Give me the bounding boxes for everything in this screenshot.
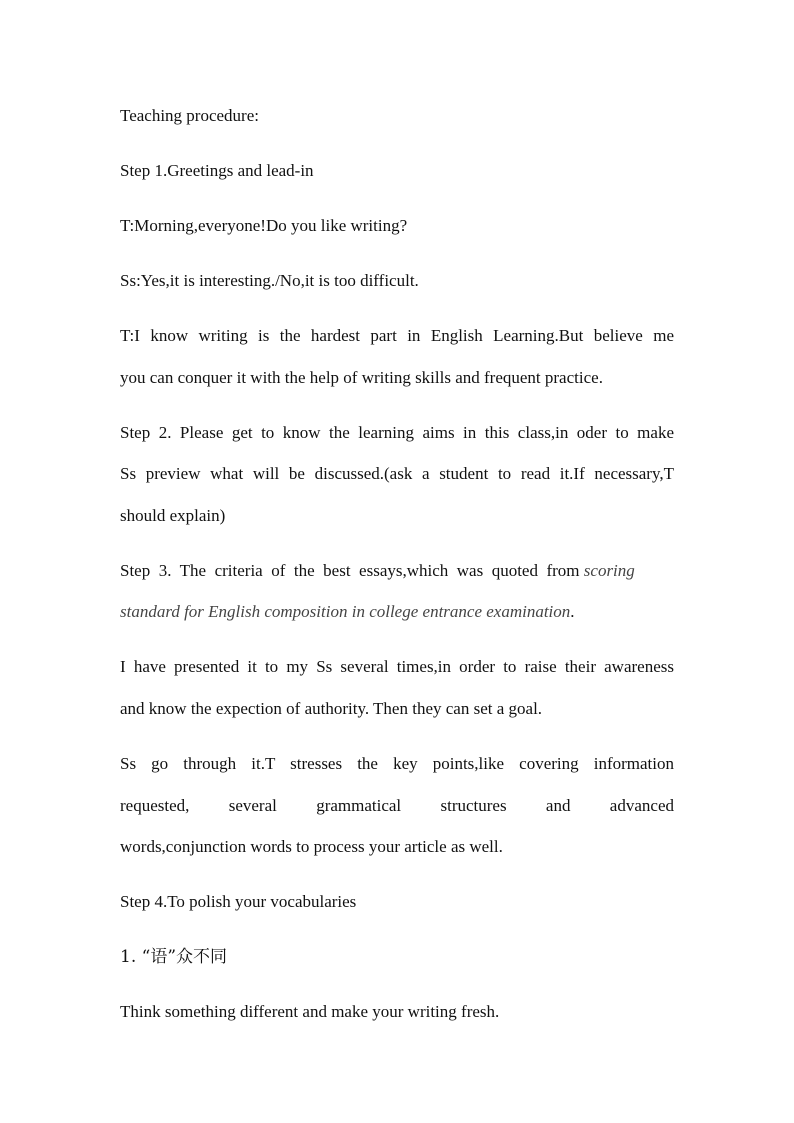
step3-line2-italic: standard for English composition in college entrance examination xyxy=(120,602,571,621)
step2-line2: Ss preview what will be discussed.(ask a student to read it.If necessary,T xyxy=(120,464,674,483)
step3-line1 xyxy=(120,561,674,581)
section-heading: Teaching procedure: xyxy=(120,106,259,125)
step2-line3: should explain) xyxy=(120,506,226,525)
step3-para3-line2: requested, several grammatical structures and advanced xyxy=(120,796,674,815)
step1-teacher-para-line2: you can conquer it with the help of writing skills and frequent practice. xyxy=(120,368,603,387)
step3-para3-line1: Ss go through it.T stresses the key points,like covering information xyxy=(120,754,674,773)
step1-teacher-para-line1: T:I know writing is the hardest part in English Learning.But believe me xyxy=(120,326,674,345)
step4-item1-text: Think something different and make your writing fresh. xyxy=(120,1002,500,1021)
step3-para2-line2: and know the expection of authority. Then they can set a goal. xyxy=(120,699,543,718)
step3-line2 xyxy=(120,602,674,622)
step3-line1-italic: scoring xyxy=(583,561,635,580)
step1-title: Step 1.Greetings and lead-in xyxy=(120,161,314,180)
step3-line2-suffix: . xyxy=(570,602,575,621)
step4-title: Step 4.To polish your vocabularies xyxy=(120,892,357,911)
step2-line1: Step 2. Please get to know the learning aims in this class,in oder to make xyxy=(120,423,674,442)
step1-students-line: Ss:Yes,it is interesting./No,it is too difficult. xyxy=(120,271,419,290)
step3-para2-line1: I have presented it to my Ss several times,in order to raise their awareness xyxy=(120,657,674,676)
step4-item1-label: 1. “语”众不同 xyxy=(120,947,228,967)
step1-teacher-line: T:Morning,everyone!Do you like writing? xyxy=(120,216,408,235)
step3-line1-text: Step 3. The criteria of the best essays,which was quoted from xyxy=(120,561,584,580)
step3-para3-line3: words,conjunction words to process your article as well. xyxy=(120,837,503,856)
